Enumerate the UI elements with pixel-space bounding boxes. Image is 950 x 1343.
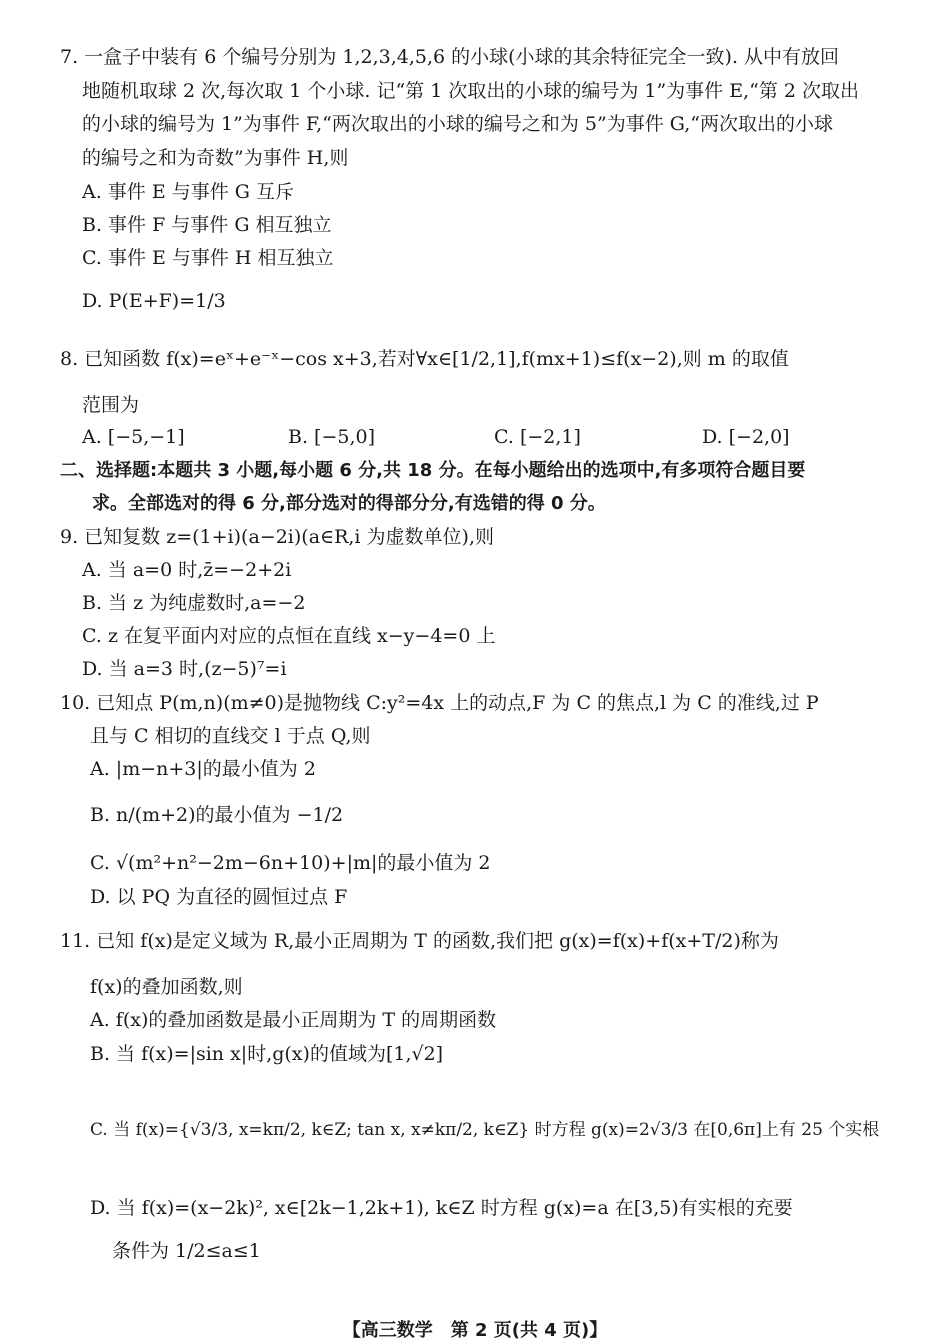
q9-option-d: D. 当 a=3 时,(z−5)⁷=i [82,658,287,680]
q7-option-a: A. 事件 E 与事件 G 互斥 [82,181,295,203]
q10-line-2: 且与 C 相切的直线交 l 于点 Q,则 [90,725,371,747]
q11-option-d-continued: 条件为 1/2≤a≤1 [112,1240,261,1262]
q11-option-d: D. 当 f(x)=(x−2k)², x∈[2k−1,2k+1), k∈Z 时方程 g(x)=a 在[3,5)有实根的充要 [90,1197,793,1219]
q9-line-1: 9. 已知复数 z=(1+i)(a−2i)(a∈R,i 为虚数单位),则 [60,526,495,548]
section-2-heading-line-1: 二、选择题:本题共 3 小题,每小题 6 分,共 18 分。在每小题给出的选项中,有多项符合题目要 [60,460,806,481]
q9-option-a: A. 当 a=0 时,z̄=−2+2i [82,559,292,581]
q7-option-c: C. 事件 E 与事件 H 相互独立 [82,247,334,269]
q7-line-2: 地随机取球 2 次,每次取 1 个小球. 记“第 1 次取出的小球的编号为 1”为事件 E,“第 2 次取出 [82,80,860,102]
q11-option-c: C. 当 f(x)={√3/3, x=kπ/2, k∈Z; tan x, x≠kπ/2, k∈Z} 时方程 g(x)=2√3/3 在[0,6π]上有 25 个实根 [90,1120,880,1140]
q10-option-c: C. √(m²+n²−2m−6n+10)+|m|的最小值为 2 [90,852,491,874]
q10-option-a: A. |m−n+3|的最小值为 2 [90,758,316,780]
q8-option-c: C. [−2,1] [494,426,581,448]
q11-option-a: A. f(x)的叠加函数是最小正周期为 T 的周期函数 [90,1009,497,1031]
q7-option-b: B. 事件 F 与事件 G 相互独立 [82,214,332,236]
q7-line-1: 7. 一盒子中装有 6 个编号分别为 1,2,3,4,5,6 的小球(小球的其余特征完全一致). 从中有放回 [60,46,840,68]
q10-option-d: D. 以 PQ 为直径的圆恒过点 F [90,886,348,908]
q8-line-2: 范围为 [82,394,140,416]
q9-option-b: B. 当 z 为纯虚数时,a=−2 [82,592,306,614]
q8-line-1: 8. 已知函数 f(x)=eˣ+e⁻ˣ−cos x+3,若对∀x∈[1/2,1],f(mx+1)≤f(x−2),则 m 的取值 [60,348,789,370]
q10-line-1: 10. 已知点 P(m,n)(m≠0)是抛物线 C:y²=4x 上的动点,F 为 C 的焦点,l 为 C 的准线,过 P [60,692,819,714]
q10-option-b: B. n/(m+2)的最小值为 −1/2 [90,804,344,826]
q11-option-b: B. 当 f(x)=|sin x|时,g(x)的值域为[1,√2] [90,1043,444,1065]
q7-option-d: D. P(E+F)=1/3 [82,290,226,312]
q9-option-c: C. z 在复平面内对应的点恒在直线 x−y−4=0 上 [82,625,496,647]
q8-option-b: B. [−5,0] [288,426,376,448]
page-footer: 【高三数学 第 2 页(共 4 页)】 [342,1320,608,1341]
section-2-heading-line-2: 求。全部选对的得 6 分,部分选对的得部分分,有选错的得 0 分。 [92,493,606,514]
q8-option-a: A. [−5,−1] [82,426,185,448]
q11-line-2: f(x)的叠加函数,则 [90,976,243,998]
q11-line-1: 11. 已知 f(x)是定义域为 R,最小正周期为 T 的函数,我们把 g(x)=f(x)+f(x+T/2)称为 [60,930,779,952]
q7-line-3: 的小球的编号为 1”为事件 F,“两次取出的小球的编号之和为 5”为事件 G,“两次取出的小球 [82,113,833,135]
q8-option-d: D. [−2,0] [702,426,790,448]
q7-line-4: 的编号之和为奇数”为事件 H,则 [82,147,349,169]
